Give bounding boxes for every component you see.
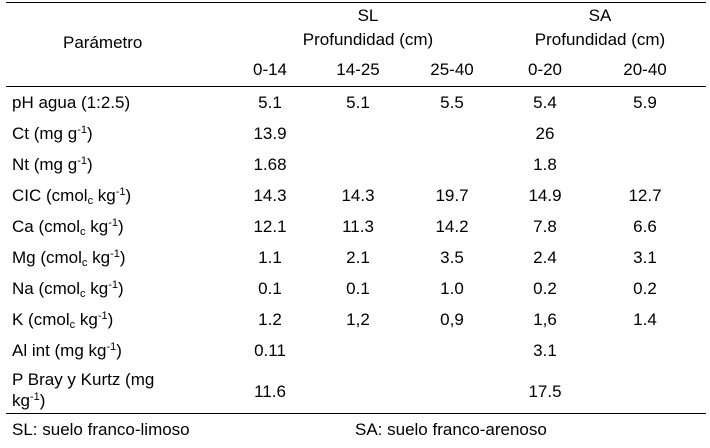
- cell-value: 1,2: [346, 310, 370, 329]
- cell-value: 2.4: [533, 248, 557, 267]
- cell-value: 11.6: [254, 382, 286, 401]
- cell-value: 26: [535, 124, 555, 143]
- row-label: Al int (mg $kg^{-1}$): [12, 341, 122, 360]
- footnote-sa: SA: suelo franco-arenoso: [355, 420, 547, 439]
- cell-value: 5.5: [440, 93, 464, 112]
- row-label: CIC (cmol$_c$ $kg^{-1}$): [12, 186, 132, 207]
- row-label-line2: $kg^{-1}$): [12, 391, 46, 410]
- header-rule: [6, 86, 706, 87]
- depth-25-40: 25-40: [430, 60, 474, 79]
- row-label: Nt (mg $g^{-1}$): [12, 155, 93, 174]
- row-label: Ca (cmol$_c$ $kg^{-1}$): [12, 217, 124, 238]
- cell-value: 5.1: [258, 93, 282, 112]
- cell-value: 2.1: [346, 248, 370, 267]
- row-label: K (cmol$_c$ $kg^{-1}$): [12, 310, 114, 331]
- cell-value: 14.3: [341, 186, 375, 205]
- group-header-sa: SA: [588, 6, 612, 25]
- cell-value: 12.1: [253, 217, 287, 236]
- cell-value: 0.2: [533, 279, 557, 298]
- cell-value: 0.2: [633, 279, 657, 298]
- cell-value: 1,6: [533, 310, 557, 329]
- cell-value: 1.8: [533, 155, 557, 174]
- depth-0-20: 0-20: [527, 60, 563, 79]
- cell-value: 0.1: [346, 279, 370, 298]
- row-label: Ct (mg $g^{-1}$): [12, 124, 93, 143]
- cell-value: 0,9: [440, 310, 464, 329]
- cell-value: 14.2: [435, 217, 469, 236]
- cell-value: 1.4: [633, 310, 657, 329]
- cell-value: 3.1: [533, 341, 557, 360]
- row-label-line1: P Bray y Kurtz (mg: [12, 370, 155, 389]
- depth-header-sa: Profundidad (cm): [534, 30, 666, 49]
- cell-value: 3.5: [440, 248, 464, 267]
- cell-value: 11.3: [342, 217, 374, 236]
- cell-value: 5.1: [346, 93, 370, 112]
- cell-value: 12.7: [628, 186, 662, 205]
- row-label: Na (cmol$_c$ $kg^{-1}$): [12, 279, 124, 300]
- bottom-rule: [6, 413, 706, 414]
- cell-value: 5.4: [533, 93, 557, 112]
- cell-value: 17.5: [528, 382, 562, 401]
- depth-14-25: 14-25: [336, 60, 380, 79]
- depth-20-40: 20-40: [623, 60, 667, 79]
- depth-header-sl: Profundidad (cm): [302, 30, 434, 49]
- footnote-sl: SL: suelo franco-limoso: [12, 420, 190, 439]
- cell-value: 1.1: [258, 248, 282, 267]
- cell-value: 19.7: [435, 186, 469, 205]
- cell-value: 5.9: [633, 93, 657, 112]
- cell-value: 7.8: [533, 217, 557, 236]
- group-header-sl: SL: [357, 6, 379, 25]
- cell-value: 6.6: [633, 217, 657, 236]
- cell-value: 13.9: [253, 124, 287, 143]
- row-label: Mg (cmol$_c$ $kg^{-1}$): [12, 248, 126, 269]
- column-header-parameter: Parámetro: [63, 33, 143, 52]
- cell-value: 0.11: [254, 341, 286, 360]
- cell-value: 14.9: [528, 186, 562, 205]
- cell-value: 1.0: [440, 279, 464, 298]
- cell-value: 1.68: [253, 155, 287, 174]
- row-label: pH agua (1:2.5): [12, 93, 131, 112]
- cell-value: 0.1: [258, 279, 282, 298]
- cell-value: 1.2: [258, 310, 282, 329]
- cell-value: 14.3: [253, 186, 287, 205]
- depth-0-14: 0-14: [252, 60, 288, 79]
- top-rule: [6, 2, 706, 3]
- cell-value: 3.1: [633, 248, 657, 267]
